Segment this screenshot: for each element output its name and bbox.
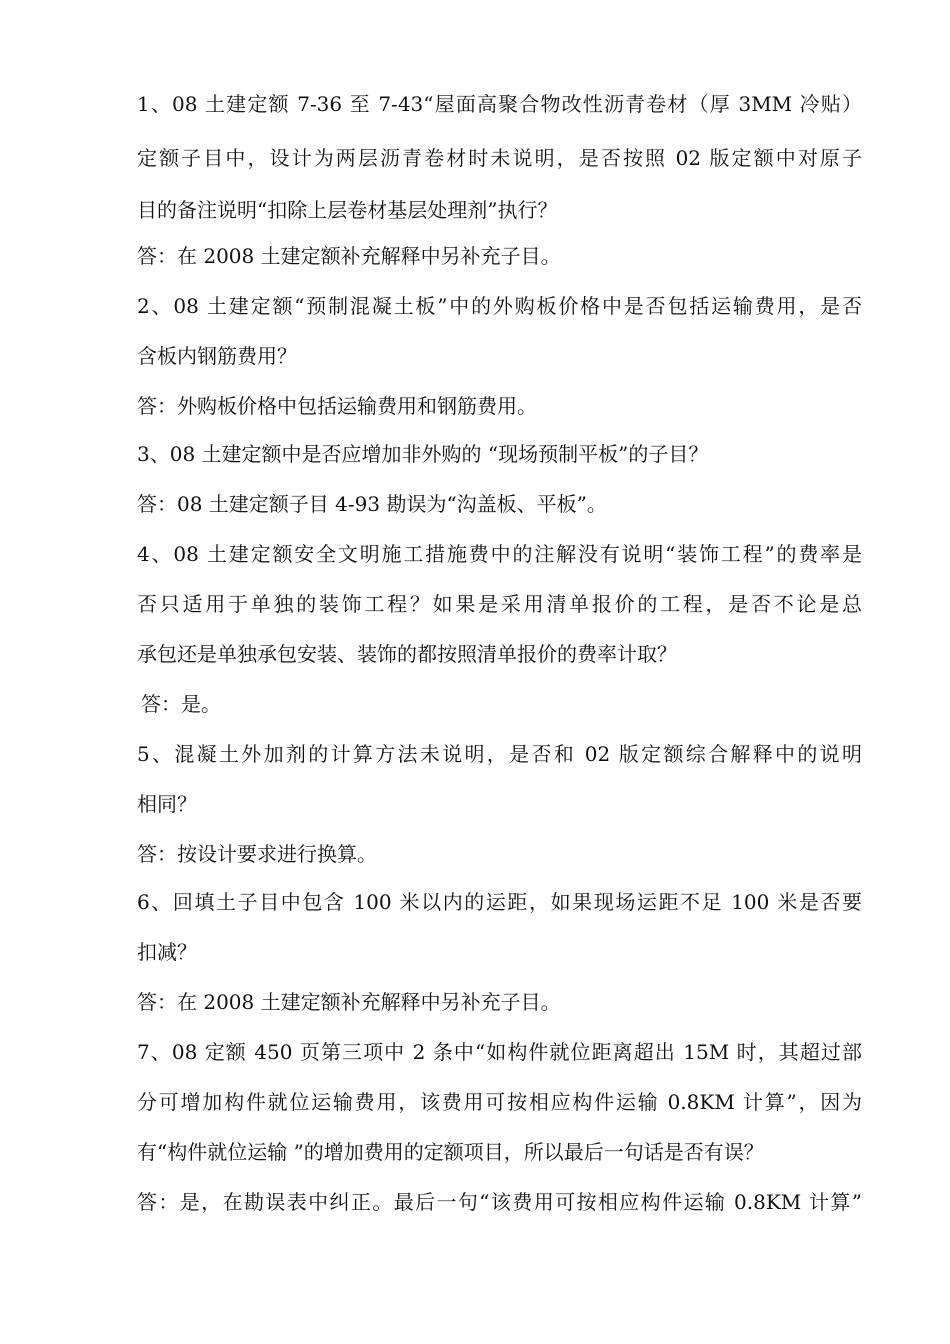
answer-line-2: 答：外购板价格中包括运输费用和钢筋费用。 — [137, 394, 537, 418]
text-line-3: 目的备注说明“扣除上层卷材基层处理剂”执行？ — [137, 198, 558, 222]
answer-line-3: 答：08 土建定额子目 4-93 勘误为“沟盖板、平板”。 — [137, 492, 607, 516]
text-line-7: 4、08 土建定额安全文明施工措施费中的注解没有说明“装饰工程”的费率是 — [137, 542, 862, 566]
text-line-12: 6、回填土子目中包含 100 米以内的运距，如果现场运距不足 100 米是否要 — [137, 890, 862, 914]
text-line-8: 否只适用于单独的装饰工程？如果是采用清单报价的工程，是否不论是总 — [137, 592, 862, 616]
text-line-5: 含板内钢筋费用？ — [137, 344, 297, 368]
text-line-10: 5、混凝土外加剂的计算方法未说明，是否和 02 版定额综合解释中的说明 — [137, 742, 862, 766]
text-line-6: 3、08 土建定额中是否应增加非外购的 “现场预制平板”的子目？ — [137, 442, 709, 466]
text-line-4: 2、08 土建定额“预制混凝土板”中的外购板价格中是否包括运输费用，是否 — [137, 294, 862, 318]
text-line-13: 扣减？ — [137, 940, 197, 964]
text-line-9: 承包还是单独承包安装、装饰的都按照清单报价的费率计取？ — [137, 642, 677, 666]
answer-line-5: 答：按设计要求进行换算。 — [137, 842, 377, 866]
answer-line-7: 答：是，在勘误表中纠正。最后一句“该费用可按相应构件运输 0.8KM 计算” — [137, 1190, 862, 1214]
text-line-14: 7、08 定额 450 页第三项中 2 条中“如构件就位距离超出 15M 时，其超过部 — [137, 1040, 862, 1064]
text-line-2: 定额子目中，设计为两层沥青卷材时未说明，是否按照 02 版定额中对原子 — [137, 146, 862, 170]
text-line-1: 1、08 土建定额 7-36 至 7-43“屋面高聚合物改性沥青卷材（厚 3MM 冷贴） — [137, 92, 862, 116]
answer-line-6: 答：在 2008 土建定额补充解释中另补充子目。 — [137, 990, 561, 1014]
text-line-16: 有“构件就位运输 ”的增加费用的定额项目，所以最后一句话是否有误？ — [137, 1140, 764, 1164]
answer-line-1: 答：在 2008 土建定额补充解释中另补充子目。 — [137, 244, 561, 268]
answer-line-4: 答：是。 — [141, 692, 221, 716]
text-line-11: 相同？ — [137, 792, 197, 816]
text-line-15: 分可增加构件就位运输费用，该费用可按相应构件运输 0.8KM 计算”，因为 — [137, 1090, 862, 1114]
